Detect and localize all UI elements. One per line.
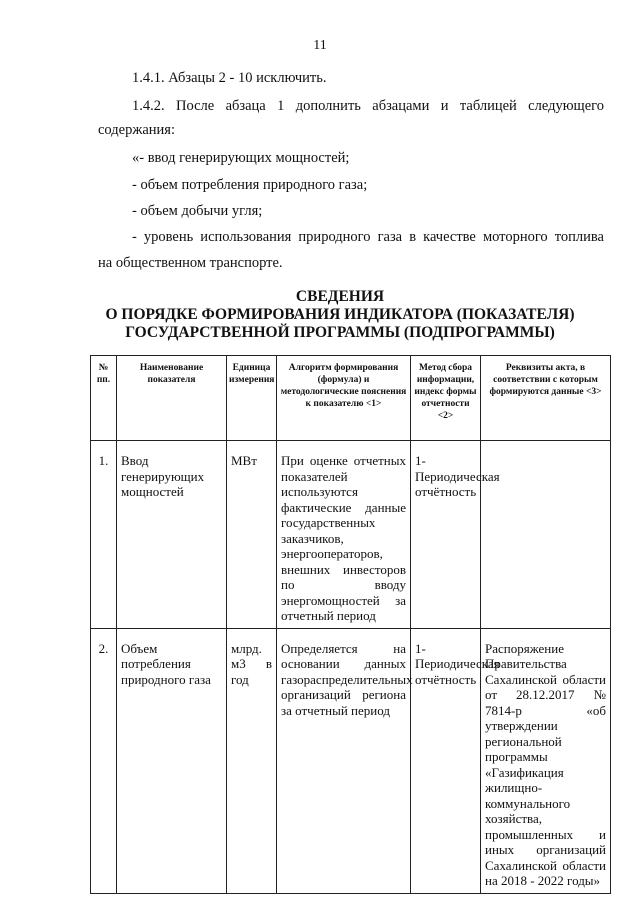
header-name: Наименование показателя: [117, 356, 227, 441]
row-name: Объем потребления природного газа: [117, 628, 227, 893]
table-row: [91, 441, 611, 629]
table-header-row: [91, 356, 611, 441]
row-num: 2.: [91, 628, 117, 893]
heading-line-1: СВЕДЕНИЯ: [295, 288, 385, 305]
indicator-table: [90, 355, 611, 894]
list-item-gas-fuel: - уровень использования природного газа в качестве моторного топлива: [132, 229, 604, 245]
header-act: Реквизиты акта, в соответствии с которым формируются данные <3>: [481, 356, 611, 441]
section-heading: [80, 288, 600, 342]
heading-line-3: ГОСУДАРСТВЕННОЙ ПРОГРАММЫ (ПОДПРОГРАММЫ): [125, 324, 555, 341]
row-algorithm: Определяется на основании данных газораспределительных организаций региона за отчетный период: [277, 628, 411, 893]
row-act: Распоряжение Правительства Сахалинской области от 28.12.2017 № 7814-р «об утверждении региональной программы «Газификация жилищно-коммунального хозяйства, промышленных и иных организаций Сахалинской области на 2018 - 2022 годы»: [481, 628, 611, 893]
paragraph-1-4-1: 1.4.1. Абзацы 2 - 10 исключить.: [132, 70, 327, 86]
header-unit: Единица измерения: [227, 356, 277, 441]
row-num: 1.: [91, 441, 117, 629]
page-number: 11: [313, 38, 327, 53]
paragraph-1-4-2: 1.4.2. После абзаца 1 дополнить абзацами и таблицей следующего: [132, 98, 604, 114]
header-num: № пп.: [91, 356, 117, 441]
row-name: Ввод генерирующих мощностей: [117, 441, 227, 629]
row-unit: МВт: [227, 441, 277, 629]
list-item-gas-consumption: - объем потребления природного газа;: [132, 177, 368, 193]
header-method: Метод сбора информации, индекс формы отчетности <2>: [411, 356, 481, 441]
row-act: [481, 441, 611, 629]
row-algorithm: При оценке отчетных показателей используются фактические данные государственных заказчиков, энергооператоров, внешних инвесторов по вводу энергомощностей за отчетный период: [277, 441, 411, 629]
list-item-coal: - объем добычи угля;: [132, 203, 263, 219]
header-algorithm: Алгоритм формирования (формула) и методологические пояснения к показателю <1>: [277, 356, 411, 441]
list-item-gas-fuel-cont: на общественном транспорте.: [98, 255, 283, 271]
row-method: 1- Периодическая отчётность: [411, 628, 481, 893]
table-row: [91, 628, 611, 893]
row-method: 1- Периодическая отчётность: [411, 441, 481, 629]
list-item-generation: «- ввод генерирующих мощностей;: [132, 150, 350, 166]
heading-line-2: О ПОРЯДКЕ ФОРМИРОВАНИЯ ИНДИКАТОРА (ПОКАЗАТЕЛЯ): [105, 306, 575, 323]
row-unit: млрд. м3 в год: [227, 628, 277, 893]
paragraph-1-4-2-cont: содержания:: [98, 122, 176, 138]
